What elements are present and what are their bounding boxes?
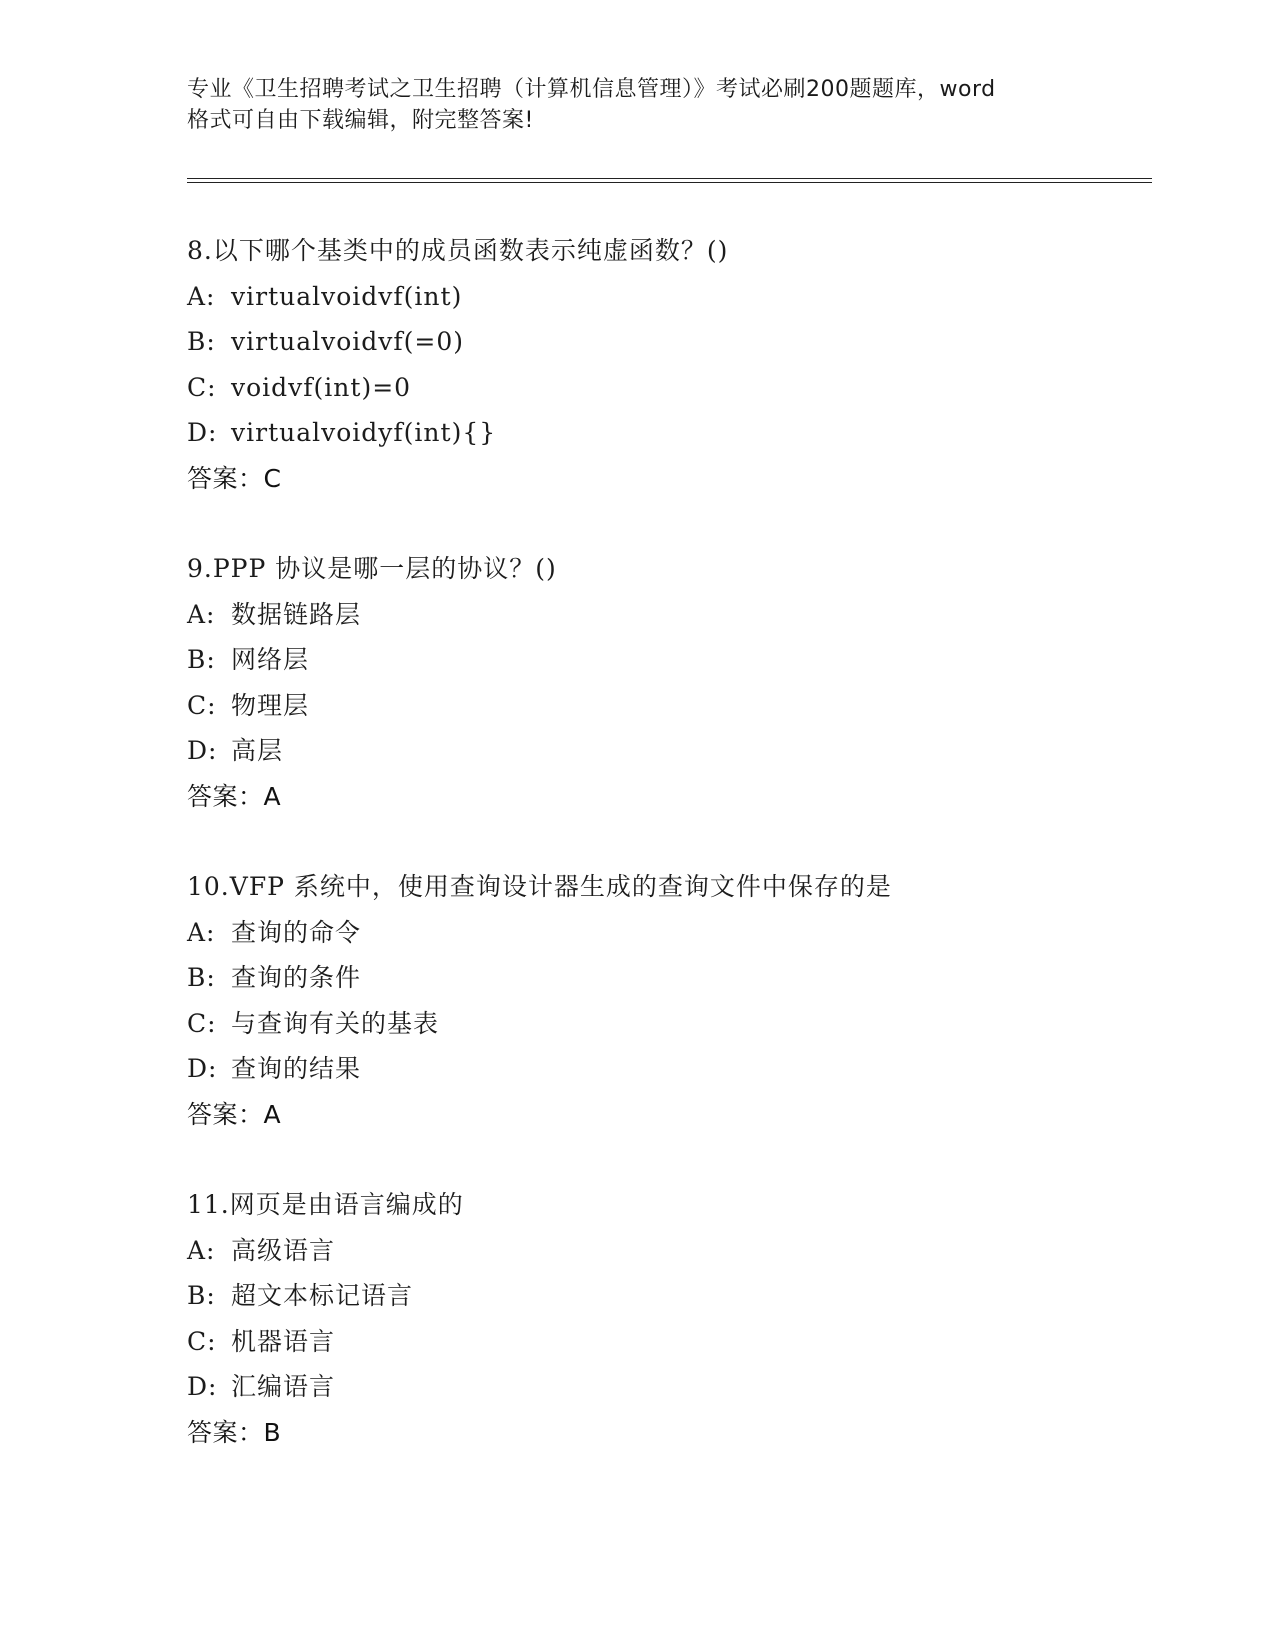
question-block	[187, 228, 1167, 501]
option-text: virtualvoidvf(int)	[231, 281, 463, 311]
option-text: 汇编语言	[231, 1372, 336, 1401]
option-text: 数据链路层	[231, 599, 362, 629]
option-b	[187, 1273, 1167, 1319]
question-block	[187, 546, 1167, 819]
option-a	[187, 1228, 1167, 1274]
option-c	[187, 1319, 1167, 1365]
header-divider-top	[187, 178, 1152, 179]
answer-line: 答案：A	[187, 1099, 282, 1129]
question-block	[187, 1182, 1167, 1455]
option-letter: B:	[187, 1281, 216, 1310]
option-b	[187, 955, 1167, 1001]
option-letter: B:	[187, 327, 216, 356]
option-a	[187, 592, 1167, 638]
option-letter: A:	[187, 917, 216, 947]
answer-line: 答案：A	[187, 781, 282, 811]
option-text: 物理层	[231, 690, 310, 720]
option-letter: C:	[187, 1008, 217, 1038]
option-d	[187, 728, 1167, 774]
option-letter: C:	[187, 690, 217, 720]
option-text: 高层	[231, 736, 284, 765]
question-stem: 9.PPP 协议是哪一层的协议？()	[187, 554, 557, 583]
option-text: virtualvoidvf(=0)	[231, 327, 465, 356]
option-c	[187, 1001, 1167, 1047]
option-text: 查询的命令	[231, 917, 362, 947]
option-letter: A:	[187, 1235, 216, 1265]
option-letter: D:	[187, 1372, 218, 1401]
question-stem: 8.以下哪个基类中的成员函数表示纯虚函数？()	[187, 236, 729, 265]
document-header	[187, 74, 1087, 136]
question-block	[187, 864, 1167, 1137]
option-text: 机器语言	[231, 1326, 336, 1356]
header-divider-bottom	[187, 182, 1152, 183]
option-letter: B:	[187, 645, 216, 674]
header-line-2: 格式可自由下载编辑，附完整答案!	[187, 108, 534, 133]
option-letter: D:	[187, 1054, 218, 1083]
option-text: virtualvoidyf(int){}	[231, 418, 497, 447]
option-text: 网络层	[231, 645, 310, 674]
option-text: 超文本标记语言	[231, 1281, 414, 1310]
answer-line: 答案：C	[187, 463, 282, 493]
option-text: 高级语言	[231, 1235, 336, 1265]
option-d	[187, 1046, 1167, 1092]
option-text: voidvf(int)=0	[231, 372, 412, 402]
option-letter: C:	[187, 1326, 217, 1356]
option-c	[187, 365, 1167, 411]
option-letter: A:	[187, 599, 216, 629]
option-b	[187, 319, 1167, 365]
option-letter: C:	[187, 372, 217, 402]
option-text: 查询的结果	[231, 1054, 362, 1083]
header-line-1: 专业《卫生招聘考试之卫生招聘（计算机信息管理）》考试必刷200题题库，word	[187, 77, 996, 102]
option-a	[187, 910, 1167, 956]
option-text: 查询的条件	[231, 963, 362, 992]
option-a	[187, 274, 1167, 320]
option-b	[187, 637, 1167, 683]
option-c	[187, 683, 1167, 729]
option-text: 与查询有关的基表	[231, 1008, 440, 1038]
option-d	[187, 410, 1167, 456]
option-letter: B:	[187, 963, 216, 992]
answer-line: 答案：B	[187, 1417, 282, 1447]
option-letter: D:	[187, 418, 218, 447]
option-letter: D:	[187, 736, 218, 765]
question-stem: 11.网页是由语言编成的	[187, 1190, 464, 1219]
option-d	[187, 1364, 1167, 1410]
option-letter: A:	[187, 281, 216, 311]
question-stem: 10.VFP 系统中，使用查询设计器生成的查询文件中保存的是	[187, 872, 892, 901]
